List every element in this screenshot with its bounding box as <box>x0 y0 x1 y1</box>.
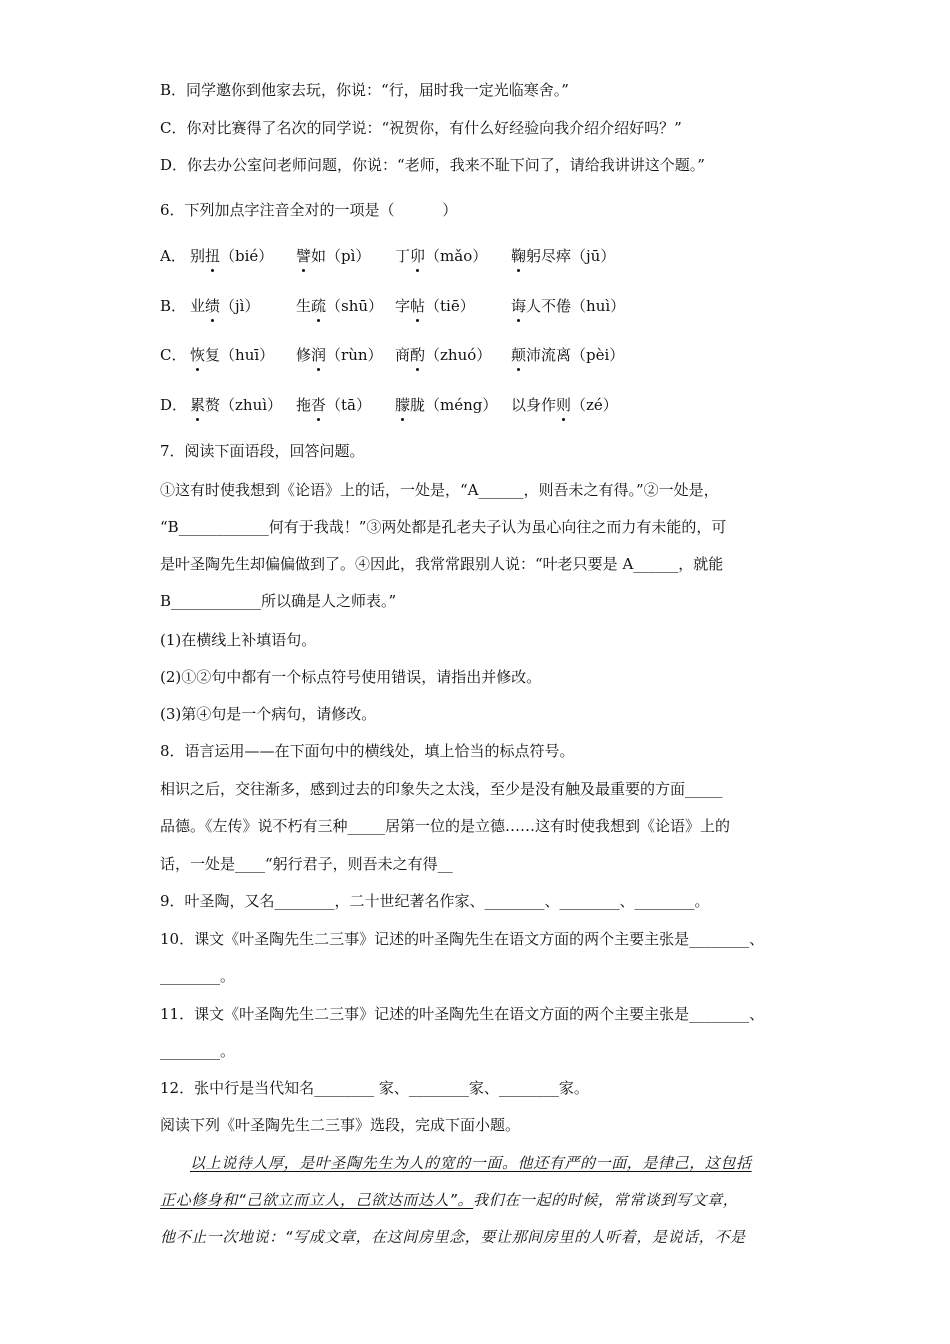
q6-stem: 6．下列加点字注音全对的一项是（ ） <box>160 201 458 219</box>
q6-option-label: C． <box>160 346 187 364</box>
dotted-character: 沓 <box>311 396 327 414</box>
word-part: 赘 <box>205 396 221 414</box>
dotted-character: 则 <box>556 396 572 414</box>
q6-word-item <box>190 295 259 317</box>
pinyin-annotation: （tiē） <box>425 297 475 315</box>
pinyin-annotation: （rùn） <box>326 346 383 364</box>
reading-passage-line-2 <box>160 1189 738 1211</box>
pinyin-annotation: （huī） <box>220 346 275 364</box>
q6-word-item <box>511 344 624 366</box>
pinyin-annotation: （zhuì） <box>220 396 283 414</box>
dotted-character: 帖 <box>410 297 426 315</box>
word-part: 丁 <box>395 247 411 265</box>
q6-option-label: B． <box>160 297 187 315</box>
q7-passage-line: ①这有时使我想到《论语》上的话，一处是，“A______，则吾未之有得。”②一处是， <box>160 481 719 499</box>
dotted-character: 扭 <box>205 247 221 265</box>
word-part: 字 <box>395 297 411 315</box>
pinyin-annotation: （tā） <box>326 396 372 414</box>
q8-stem: 8．语言运用——在下面句中的横线处，填上恰当的标点符号。 <box>160 742 575 760</box>
pinyin-annotation: （huì） <box>571 297 626 315</box>
q5-option-d: D．你去办公室问老师问题，你说：“老师，我来不耻下问了，请给我讲讲这个题。” <box>160 156 705 174</box>
pinyin-annotation: （pì） <box>326 247 371 265</box>
q6-word-item <box>395 295 475 317</box>
q6-word-item <box>395 245 487 267</box>
word-part: 生 <box>296 297 312 315</box>
dotted-character: 颠 <box>511 346 527 364</box>
word-part: 复 <box>205 346 221 364</box>
word-part: 业 <box>190 297 206 315</box>
word-part: 如 <box>311 247 327 265</box>
q5-option-c: C．你对比赛得了名次的同学说：“祝贺你，有什么好经验向我介绍介绍好吗？” <box>160 119 682 137</box>
reading-passage-line-1: 以上说待人厚，是叶圣陶先生为人的宽的一面。他还有严的一面，是律己，这包括 <box>190 1154 752 1172</box>
q8-passage-line: 相识之后，交往渐多，感到过去的印象失之太浅，至少是没有触及最重要的方面_____ <box>160 780 723 798</box>
q7-stem: 7．阅读下面语段，回答问题。 <box>160 442 365 460</box>
reading-intro: 阅读下列《叶圣陶先生二三事》选段，完成下面小题。 <box>160 1116 521 1134</box>
q9-question: 9．叶圣陶，又名________，二十世纪著名作家、________、________、________。 <box>160 892 710 910</box>
word-part: 拖 <box>296 396 312 414</box>
q6-word-item <box>395 344 491 366</box>
word-part: 躬尽瘁 <box>526 247 572 265</box>
q7-subquestion-2: (2)①②句中都有一个标点符号使用错误，请指出并修改。 <box>160 668 542 686</box>
q7-passage-line: B____________所以确是人之师表。” <box>160 592 397 610</box>
dotted-character: 鞠 <box>511 247 527 265</box>
word-part: 商 <box>395 346 411 364</box>
q6-word-item <box>395 394 497 416</box>
dotted-character: 朦 <box>395 396 411 414</box>
word-part: 胧 <box>410 396 426 414</box>
q6-word-item <box>511 245 615 267</box>
q6-word-item <box>296 394 371 416</box>
pinyin-annotation: （zhuó） <box>425 346 492 364</box>
dotted-character: 疏 <box>311 297 327 315</box>
q6-word-item <box>190 344 274 366</box>
q7-subquestion-3: (3)第④句是一个病句，请修改。 <box>160 705 377 723</box>
q6-word-item <box>190 394 282 416</box>
word-part: 修 <box>296 346 312 364</box>
pinyin-annotation: （bié） <box>220 247 274 265</box>
q7-passage-line: “B____________何有于我哉！”③两处都是孔老夫子认为虽心向往之而力有未能的，可 <box>160 518 727 536</box>
dotted-character: 譬 <box>296 247 312 265</box>
pinyin-annotation: （méng） <box>425 396 498 414</box>
q6-word-item <box>511 394 618 416</box>
q6-word-item <box>190 245 273 267</box>
q8-passage-line: 话，一处是____“躬行君子，则吾未之有得__ <box>160 855 453 873</box>
q12-question: 12．张中行是当代知名________ 家、________家、________家。 <box>160 1079 589 1097</box>
pinyin-annotation: （zé） <box>571 396 618 414</box>
passage-text: 我们在一起的时候，常常谈到写文章， <box>473 1191 739 1209</box>
pinyin-annotation: （pèi） <box>571 346 625 364</box>
dotted-character: 润 <box>311 346 327 364</box>
q6-word-item <box>296 295 383 317</box>
q5-option-b: B．同学邀你到他家去玩，你说：“行，届时我一定光临寒舍。” <box>160 81 569 99</box>
dotted-character: 恢 <box>190 346 206 364</box>
dotted-character: 酌 <box>410 346 426 364</box>
dotted-character: 诲 <box>511 297 527 315</box>
q7-subquestion-1: (1)在横线上补填语句。 <box>160 631 317 649</box>
q6-word-item <box>296 344 383 366</box>
word-part: 沛流离 <box>526 346 572 364</box>
q6-option-label: D． <box>160 396 188 414</box>
dotted-character: 累 <box>190 396 206 414</box>
q11-question: 11．课文《叶圣陶先生二三事》记述的叶圣陶先生在语文方面的两个主要主张是________、 <box>160 1005 765 1023</box>
dotted-character: 绩 <box>205 297 221 315</box>
word-part: 以身作 <box>511 396 557 414</box>
underlined-quote: 正心修身和“己欲立而立人，己欲达而达人”。 <box>160 1191 474 1209</box>
dotted-character: 卯 <box>410 247 426 265</box>
q6-word-item <box>511 295 625 317</box>
q8-passage-line: 品德。《左传》说不朽有三种_____居第一位的是立德……这有时使我想到《论语》上的 <box>160 817 731 835</box>
q6-word-item <box>296 245 370 267</box>
pinyin-annotation: （jū） <box>571 247 616 265</box>
q10-question: 10．课文《叶圣陶先生二三事》记述的叶圣陶先生在语文方面的两个主要主张是________、 <box>160 930 765 948</box>
pinyin-annotation: （mǎo） <box>425 247 488 265</box>
word-part: 别 <box>190 247 206 265</box>
q6-option-label: A． <box>160 247 186 265</box>
q11-question-cont: ________。 <box>160 1042 236 1060</box>
pinyin-annotation: （shū） <box>326 297 384 315</box>
q7-passage-line: 是叶圣陶先生却偏偏做到了。④因此，我常常跟别人说：“叶老只要是 A______，就能 <box>160 555 724 573</box>
pinyin-annotation: （jì） <box>220 297 260 315</box>
q10-question-cont: ________。 <box>160 967 236 985</box>
word-part: 人不倦 <box>526 297 572 315</box>
reading-passage-line-3: 他不止一次地说：“写成文章，在这间房里念，要让那间房里的人听着，是说话，不是 <box>160 1228 746 1246</box>
